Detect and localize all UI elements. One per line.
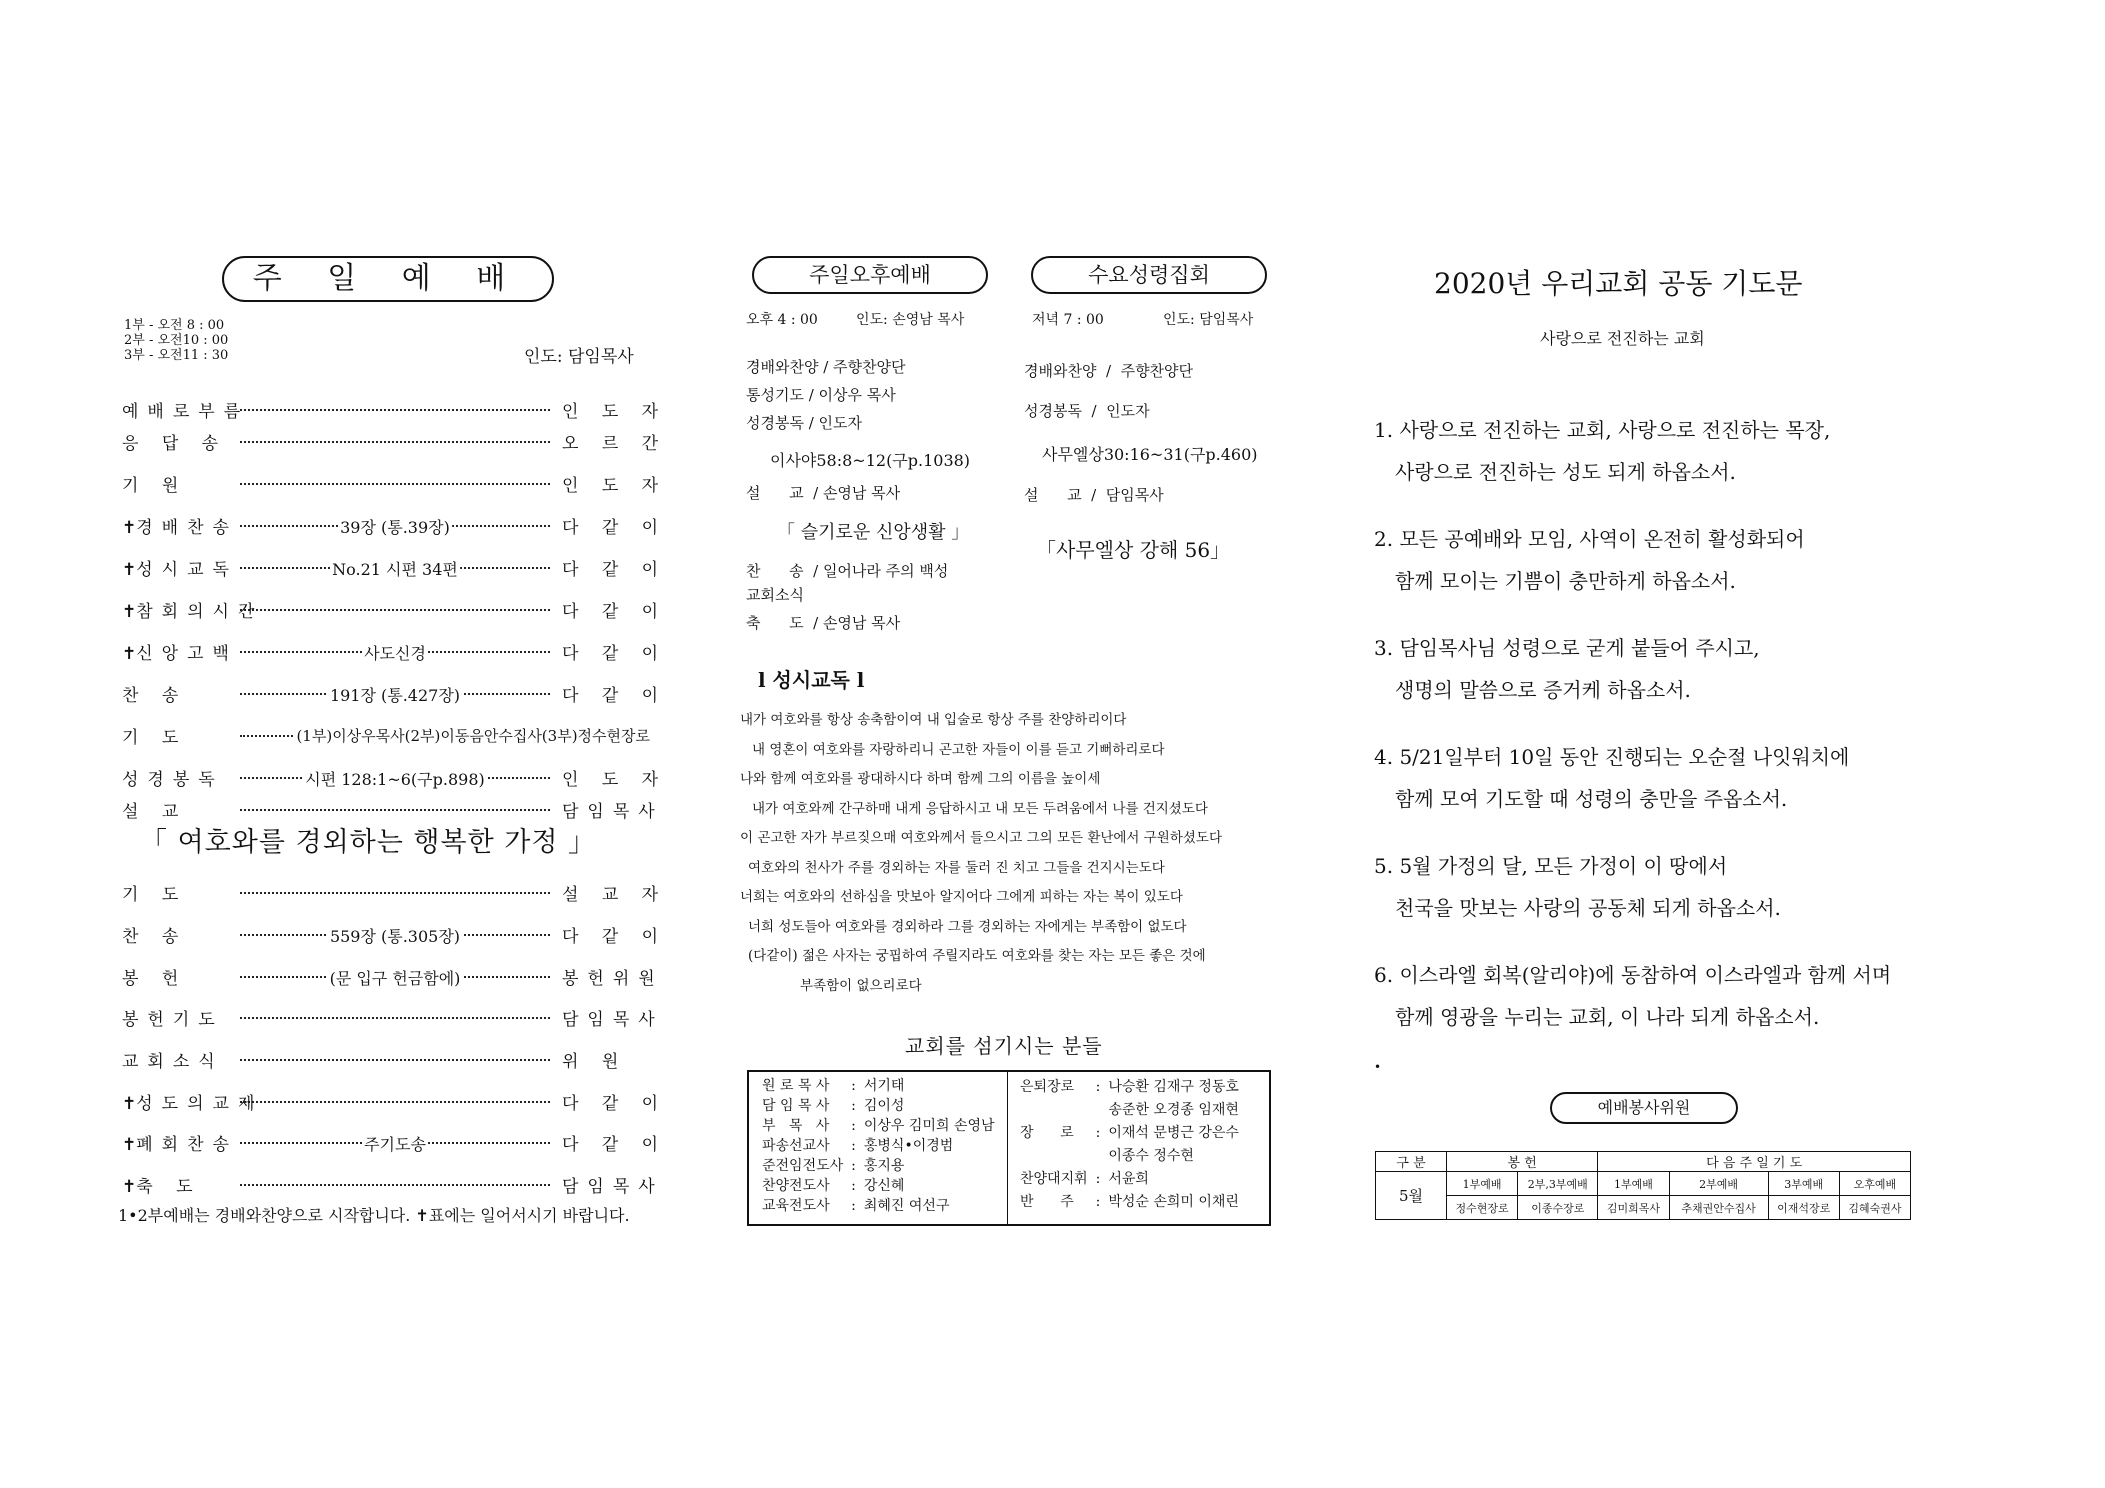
afternoon-line-1: 경배와찬양 / 주향찬양단 <box>746 358 906 376</box>
servants-title-text: 예배봉사위원 <box>1597 1098 1691 1117</box>
prayer-item-line2: 사랑으로 전진하는 성도 되게 하옵소서. <box>1395 460 1736 484</box>
staff-role: 장 로 <box>1020 1125 1074 1141</box>
staff-role: 반 주 <box>1020 1194 1074 1210</box>
sub-2: 2부,3부예배 <box>1518 1172 1598 1196</box>
staff-row <box>756 1156 1001 1176</box>
reading-line: 나와 함께 여호와를 광대하시다 하며 함께 그의 이름을 높이세 <box>740 771 1101 787</box>
prayer-item-line2: 함께 모이는 기쁨이 충만하게 하옵소서. <box>1395 569 1736 593</box>
staff-names: 박성순 손희미 이채린 <box>1108 1194 1239 1210</box>
staff-separator: : <box>1095 1079 1101 1095</box>
prayer-subtitle: 사랑으로 전진하는 교회 <box>1540 329 1705 348</box>
order-label-text: 기 원 <box>122 476 188 496</box>
reading-line: 너희 성도들아 여호와를 경외하라 그를 경외하는 자에게는 부족함이 없도다 <box>748 918 1187 935</box>
wednesday-service-title <box>1031 256 1267 294</box>
responsive-reading-title: l 성시교독 l <box>758 668 865 692</box>
order-detail: (문 입구 헌금함에) <box>328 966 463 989</box>
name-2: 이종수장로 <box>1518 1196 1598 1220</box>
staff-role: 파송선교사 <box>762 1138 830 1154</box>
time-2: 2부 - 오전10 : 00 <box>124 333 229 348</box>
name-1: 정수현장로 <box>1447 1196 1518 1220</box>
staff-role: 은퇴장로 <box>1020 1079 1075 1095</box>
name-6: 김혜숙권사 <box>1839 1196 1910 1220</box>
staff-names: 서기태 <box>863 1078 905 1094</box>
leader-dots <box>240 441 550 443</box>
staff-names: 김이성 <box>863 1098 905 1114</box>
wednesday-line-2: 성경봉독 / 인도자 <box>1024 402 1150 420</box>
wednesday-line-3: 사무엘상30:16~31(구p.460) <box>1042 445 1258 464</box>
header-prayer: 다 음 주 일 기 도 <box>1598 1152 1911 1172</box>
order-label-text: 참회의시간 <box>136 602 264 622</box>
afternoon-line-5: 설 교 / 손영남 목사 <box>746 484 901 502</box>
staff-names: 송준한 오경종 임재현 <box>1108 1102 1239 1118</box>
stand-cross-icon: ✝ <box>122 1135 137 1155</box>
order-label-text: 신앙고백 <box>136 644 238 664</box>
order-presenter: 담임목사 <box>562 1010 664 1030</box>
staff-separator: : <box>851 1118 856 1134</box>
wednesday-line-1: 경배와찬양 / 주향찬양단 <box>1024 362 1194 380</box>
staff-names: 홍지용 <box>863 1158 905 1174</box>
order-detail: 주기도송 <box>362 1132 428 1155</box>
order-detail: No.21 시편 34편 <box>330 557 460 580</box>
prayer-item-line2: 천국을 맛보는 사랑의 공동체 되게 하옵소서. <box>1395 896 1781 920</box>
order-label <box>122 880 187 905</box>
order-label-text: 응 답 송 <box>122 434 228 454</box>
order-presenter: 다 같 이 <box>562 1094 668 1114</box>
wednesday-leader: 인도: 담임목사 <box>1163 312 1254 328</box>
leader-dots <box>240 1184 550 1186</box>
service-times <box>124 318 228 363</box>
footnote: 1•2부예배는 경배와찬양으로 시작합니다. ✝표에는 일어서시기 바랍니다. <box>118 1206 630 1225</box>
stand-cross-icon: ✝ <box>122 602 137 622</box>
order-label <box>122 1047 224 1072</box>
wednesday-line-4: 설 교 / 담임목사 <box>1024 486 1164 504</box>
order-presenter: 다 같 이 <box>562 644 668 664</box>
order-label <box>122 1130 238 1155</box>
sermon-title: 「 여호와를 경외하는 행복한 가정 」 <box>140 827 596 858</box>
staff-separator: : <box>1095 1194 1101 1210</box>
order-label-text: 축 도 <box>136 1177 202 1197</box>
staff-left-list <box>756 1076 1001 1216</box>
staff-row <box>1014 1145 1245 1168</box>
order-label <box>122 922 187 947</box>
sub-6: 오후예배 <box>1839 1172 1910 1196</box>
order-label-text: 기 도 <box>122 885 188 905</box>
staff-row <box>756 1136 1001 1156</box>
order-presenter: 다 같 이 <box>562 1135 668 1155</box>
order-label-text: 설 교 <box>122 802 188 822</box>
leader-dots <box>240 809 550 811</box>
time-3: 3부 - 오전11 : 30 <box>124 348 229 363</box>
order-label-text: 교회소식 <box>122 1052 224 1072</box>
staff-separator: : <box>851 1098 856 1114</box>
staff-names: 이재석 문병근 강은수 <box>1108 1125 1239 1141</box>
staff-names: 홍병식•이경범 <box>863 1138 954 1154</box>
order-label <box>122 1089 263 1114</box>
staff-separator: : <box>851 1078 856 1094</box>
order-label <box>122 513 238 538</box>
staff-role: 담 임 목 사 <box>762 1098 830 1114</box>
order-label-text: 봉헌기도 <box>122 1010 224 1030</box>
stand-cross-icon: ✝ <box>122 1177 137 1197</box>
staff-separator <box>1094 1099 1103 1122</box>
staff-separator: : <box>851 1138 856 1154</box>
stand-cross-icon: ✝ <box>122 1094 137 1114</box>
sub-3: 1부예배 <box>1598 1172 1669 1196</box>
order-label-text: 성도의교제 <box>136 1094 264 1114</box>
staff-names: 서윤희 <box>1108 1171 1149 1187</box>
header-offering: 봉 헌 <box>1447 1152 1598 1172</box>
leader-dots <box>240 1059 550 1061</box>
leader-dots <box>240 483 550 485</box>
afternoon-line-4: 이사야58:8~12(구p.1038) <box>770 451 971 470</box>
afternoon-leader: 인도: 손영남 목사 <box>856 312 965 328</box>
order-presenter: 다 같 이 <box>562 686 668 706</box>
small-mark: • <box>1374 1060 1382 1074</box>
order-label-text: 성경봉독 <box>122 770 224 790</box>
order-label <box>122 397 249 422</box>
stand-cross-icon: ✝ <box>122 644 137 664</box>
order-detail: 시편 128:1~6(구p.898) <box>303 767 487 790</box>
staff-separator: : <box>851 1158 856 1174</box>
leader-dots <box>240 1101 550 1103</box>
prayer-item-line2: 생명의 말씀으로 증거케 하옵소서. <box>1395 678 1691 702</box>
sunday-service-title <box>222 256 554 302</box>
prayer-item-line1: 3. 담임목사님 성령으로 굳게 붙들어 주시고, <box>1374 636 1760 660</box>
afternoon-time: 오후 4 : 00 <box>746 312 818 328</box>
month-cell: 5월 <box>1376 1172 1447 1220</box>
order-label <box>122 471 187 496</box>
afternoon-line-2: 통성기도 / 이상우 목사 <box>746 386 896 404</box>
staff-separator: : <box>1095 1125 1101 1141</box>
prayer-item-line1: 4. 5/21일부터 10일 동안 진행되는 오순절 나잇워치에 <box>1374 745 1850 769</box>
order-label <box>122 1172 202 1197</box>
order-presenter: 다 같 이 <box>562 927 668 947</box>
leader-dots <box>240 409 550 411</box>
wednesday-sermon-title: 「사무엘상 강해 56」 <box>1036 538 1231 562</box>
staff-names: 이상우 김미희 손영남 <box>863 1118 995 1134</box>
wednesday-service-title-text: 수요성령집회 <box>1088 263 1210 287</box>
service-leader: 인도: 담임목사 <box>524 347 634 367</box>
afternoon-line-3: 성경봉독 / 인도자 <box>746 414 863 432</box>
order-detail: (1부)이상우목사(2부)이동음안수집사(3부)정수현장로 <box>296 727 650 745</box>
staff-row <box>756 1196 1001 1216</box>
staff-row <box>1014 1099 1245 1122</box>
order-presenter: 위 원 <box>562 1052 628 1072</box>
order-label <box>122 597 263 622</box>
order-presenter: 다 같 이 <box>562 602 668 622</box>
order-label <box>122 429 227 454</box>
staff-row <box>1014 1168 1245 1191</box>
prayer-item-line2: 함께 모여 기도할 때 성령의 충만을 주옵소서. <box>1395 787 1788 811</box>
time-1: 1부 - 오전 8 : 00 <box>124 318 225 333</box>
order-presenter: 인 도 자 <box>562 476 668 496</box>
order-label <box>122 555 238 580</box>
order-label-text: 예배로부름 <box>122 402 250 422</box>
prayer-item-line1: 6. 이스라엘 회복(알리야)에 동참하여 이스라엘과 함께 서며 <box>1374 963 1892 987</box>
staff-right-list <box>1014 1076 1245 1214</box>
sub-5: 3부예배 <box>1768 1172 1839 1196</box>
name-5: 이재석장로 <box>1768 1196 1839 1220</box>
wednesday-time: 저녁 7 : 00 <box>1032 312 1104 328</box>
staff-separator: : <box>851 1178 856 1194</box>
staff-row <box>756 1096 1001 1116</box>
sunday-service-title-text: 주 일 예 배 <box>252 261 524 296</box>
sub-1: 1부예배 <box>1447 1172 1518 1196</box>
servants-table <box>1375 1151 1911 1220</box>
name-4: 추채권안수집사 <box>1669 1196 1768 1220</box>
order-presenter: 인 도 자 <box>562 402 668 422</box>
order-detail: 559장 (통.305장) <box>328 924 462 947</box>
reading-line: (다같이) 젊은 사자는 궁핍하여 주릴지라도 여호와를 찾는 자는 모든 좋은 것에 <box>748 948 1206 964</box>
order-presenter: 담임목사 <box>562 802 664 822</box>
staff-names: 이종수 정수현 <box>1108 1148 1194 1164</box>
prayer-item-line2: 함께 영광을 누리는 교회, 이 나라 되게 하옵소서. <box>1395 1005 1820 1029</box>
order-label <box>122 765 224 790</box>
staff-names: 강신혜 <box>863 1178 905 1194</box>
order-label <box>122 639 238 664</box>
staff-role: 준전임전도사 <box>762 1158 844 1174</box>
order-label <box>122 723 187 748</box>
staff-divider <box>1007 1072 1008 1224</box>
order-label-text: 찬 송 <box>122 927 188 947</box>
servants-title <box>1550 1092 1738 1124</box>
prayer-title: 2020년 우리교회 공동 기도문 <box>1434 267 1803 300</box>
reading-line: 여호와의 천사가 주를 경외하는 자를 둘러 진 치고 그들을 건지시는도다 <box>748 859 1165 876</box>
staff-role <box>1014 1099 1094 1122</box>
order-presenter: 봉헌위원 <box>562 969 664 989</box>
staff-row <box>1014 1191 1245 1214</box>
name-3: 김미희목사 <box>1598 1196 1669 1220</box>
staff-row <box>756 1176 1001 1196</box>
staff-role: 교육전도사 <box>762 1198 830 1214</box>
reading-line: 내가 여호와께 간구하매 내게 응답하시고 내 모든 두려움에서 나를 건지셨도다 <box>752 800 1208 817</box>
staff-role: 찬양전도사 <box>762 1178 830 1194</box>
order-label-text: 봉 헌 <box>122 969 188 989</box>
stand-cross-icon: ✝ <box>122 518 137 538</box>
staff-role <box>1014 1145 1094 1168</box>
order-presenter: 담임목사 <box>562 1177 664 1197</box>
staff-row <box>756 1076 1001 1096</box>
staff-row <box>1014 1122 1245 1145</box>
order-label <box>122 797 187 822</box>
prayer-item-line1: 1. 사랑으로 전진하는 교회, 사랑으로 전진하는 목장, <box>1374 418 1831 442</box>
leader-dots <box>240 609 550 611</box>
staff-title: 교회를 섬기시는 분들 <box>905 1034 1103 1058</box>
staff-separator: : <box>1095 1171 1101 1187</box>
order-label <box>122 964 187 989</box>
afternoon-sermon-title: 「 슬기로운 신앙생활 」 <box>777 522 970 543</box>
order-detail: 사도신경 <box>362 641 428 664</box>
order-label-text: 경배찬송 <box>136 518 238 538</box>
header-gubun: 구 분 <box>1376 1152 1447 1172</box>
staff-names: 나승환 김재구 정동호 <box>1108 1079 1239 1095</box>
afternoon-service-title-text: 주일오후예배 <box>809 263 931 287</box>
leader-dots <box>240 892 550 894</box>
afternoon-service-title <box>752 256 988 294</box>
staff-role: 찬양대지휘 <box>1020 1171 1088 1187</box>
afternoon-line-8: 교회소식 <box>746 586 804 604</box>
order-label-text: 성시교독 <box>136 560 238 580</box>
order-presenter: 설 교 자 <box>562 885 668 905</box>
reading-line: 내가 여호와를 항상 송축함이여 내 입술로 항상 주를 찬양하리이다 <box>740 712 1127 728</box>
staff-role: 원 로 목 사 <box>762 1078 830 1094</box>
staff-row <box>756 1116 1001 1136</box>
order-presenter: 다 같 이 <box>562 560 668 580</box>
order-label <box>122 1005 224 1030</box>
order-label-text: 찬 송 <box>122 686 188 706</box>
order-label-text: 폐회찬송 <box>136 1135 238 1155</box>
staff-row <box>1014 1076 1245 1099</box>
afternoon-line-7: 찬 송 / 일어나라 주의 백성 <box>746 562 949 580</box>
order-presenter: 다 같 이 <box>562 518 668 538</box>
prayer-item-line1: 2. 모든 공예배와 모임, 사역이 온전히 활성화되어 <box>1374 527 1805 551</box>
staff-separator: : <box>851 1198 856 1214</box>
afternoon-line-9: 축 도 / 손영남 목사 <box>746 614 901 632</box>
reading-line: 이 곤고한 자가 부르짖으매 여호와께서 들으시고 그의 모든 환난에서 구원하셨도다 <box>740 830 1223 846</box>
order-detail: 39장 (통.39장) <box>338 515 452 538</box>
sub-4: 2부예배 <box>1669 1172 1768 1196</box>
reading-line: 내 영혼이 여호와를 자랑하리니 곤고한 자들이 이를 듣고 기뻐하리로다 <box>752 741 1165 758</box>
reading-line: 부족함이 없으리로다 <box>800 977 922 994</box>
reading-line: 너희는 여호와의 선하심을 맛보아 알지어다 그에게 피하는 자는 복이 있도다 <box>740 889 1183 905</box>
staff-names: 최혜진 여선구 <box>863 1198 950 1214</box>
order-presenter: 인 도 자 <box>562 770 668 790</box>
staff-role: 부 목 사 <box>762 1118 830 1134</box>
order-label-text: 기 도 <box>122 728 188 748</box>
order-label <box>122 681 187 706</box>
order-presenter: 오 르 간 <box>562 434 668 454</box>
staff-separator <box>1094 1145 1103 1168</box>
leader-dots <box>240 1017 550 1019</box>
stand-cross-icon: ✝ <box>122 560 137 580</box>
order-detail: 191장 (통.427장) <box>328 683 462 706</box>
prayer-item-line1: 5. 5월 가정의 달, 모든 가정이 이 땅에서 <box>1374 854 1728 878</box>
